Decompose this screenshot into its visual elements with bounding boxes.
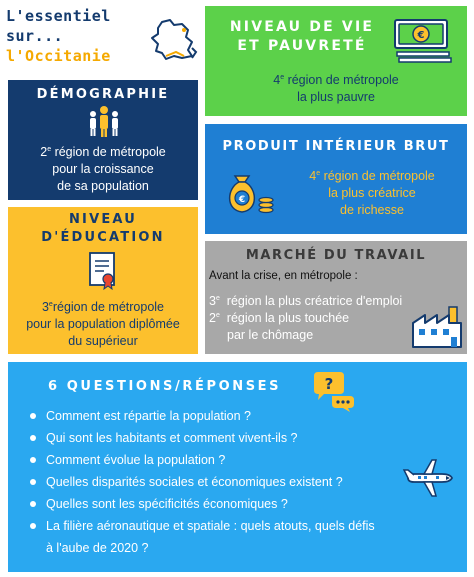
question-item[interactable]: Quelles sont les spécificités économiques ? [28, 497, 428, 512]
question-item[interactable]: Comment est répartie la population ? [28, 409, 428, 424]
page-title [6, 6, 111, 66]
niveau-de-vie-title: NIVEAU DE VIE ET PAUVRETÉ [229, 19, 375, 54]
questions-title: 6 QUESTIONS/RÉPONSES [48, 379, 282, 394]
travail-card [205, 241, 467, 354]
pib-title: PRODUIT INTÉRIEUR BRUT [222, 139, 450, 154]
question-item[interactable]: Qui sont les habitants et comment vivent-ils ? [28, 431, 428, 446]
diploma-icon [86, 251, 120, 291]
money-bag-icon [221, 170, 277, 216]
question-item[interactable]: La filière aéronautique et spatiale : quels atouts, quels défis à l'aube de 2020 ? [28, 519, 428, 556]
airplane-icon [402, 458, 454, 498]
questions-list [28, 409, 428, 563]
france-map-icon [148, 18, 200, 62]
svg-text:€: € [238, 195, 246, 205]
travail-item-2: 2e région la plus touchée [209, 311, 350, 325]
pib-card [205, 124, 467, 234]
education-title: NIVEAU D'ÉDUCATION [41, 212, 165, 245]
svg-text:?: ? [324, 375, 334, 393]
travail-item-1: 3e région la plus créatrice d'emploi [209, 294, 403, 308]
question-item[interactable]: Quelles disparités sociales et économiques existent ? [28, 475, 428, 490]
travail-item-2-cont: par le chômage [227, 328, 314, 342]
people-icon [86, 104, 122, 138]
demographie-title: DÉMOGRAPHIE [36, 87, 170, 102]
education-card [8, 207, 198, 354]
factory-icon [411, 305, 463, 349]
niveau-de-vie-card [205, 6, 467, 116]
travail-title: MARCHÉ DU TRAVAIL [245, 248, 427, 263]
question-item[interactable]: Comment évolue la population ? [28, 453, 428, 468]
chat-question-icon [310, 368, 358, 412]
title-line-1: L'essentiel [6, 7, 111, 25]
title-line-3: l'Occitanie [6, 47, 111, 65]
pib-text: 4e région de métropole la plus créatrice de richesse [309, 169, 435, 217]
money-stack-icon [393, 16, 457, 68]
demographie-card [8, 80, 198, 200]
questions-card [8, 362, 467, 572]
demographie-text: 2e région de métropole pour la croissance de sa population [40, 145, 166, 193]
svg-text:€: € [417, 30, 425, 41]
title-line-2: sur... [6, 27, 64, 45]
education-text: 3erégion de métropole pour la population diplômée du supérieur [26, 300, 180, 348]
niveau-de-vie-text: 4e région de métropole la plus pauvre [273, 73, 399, 104]
travail-intro: Avant la crise, en métropole : [209, 270, 358, 282]
